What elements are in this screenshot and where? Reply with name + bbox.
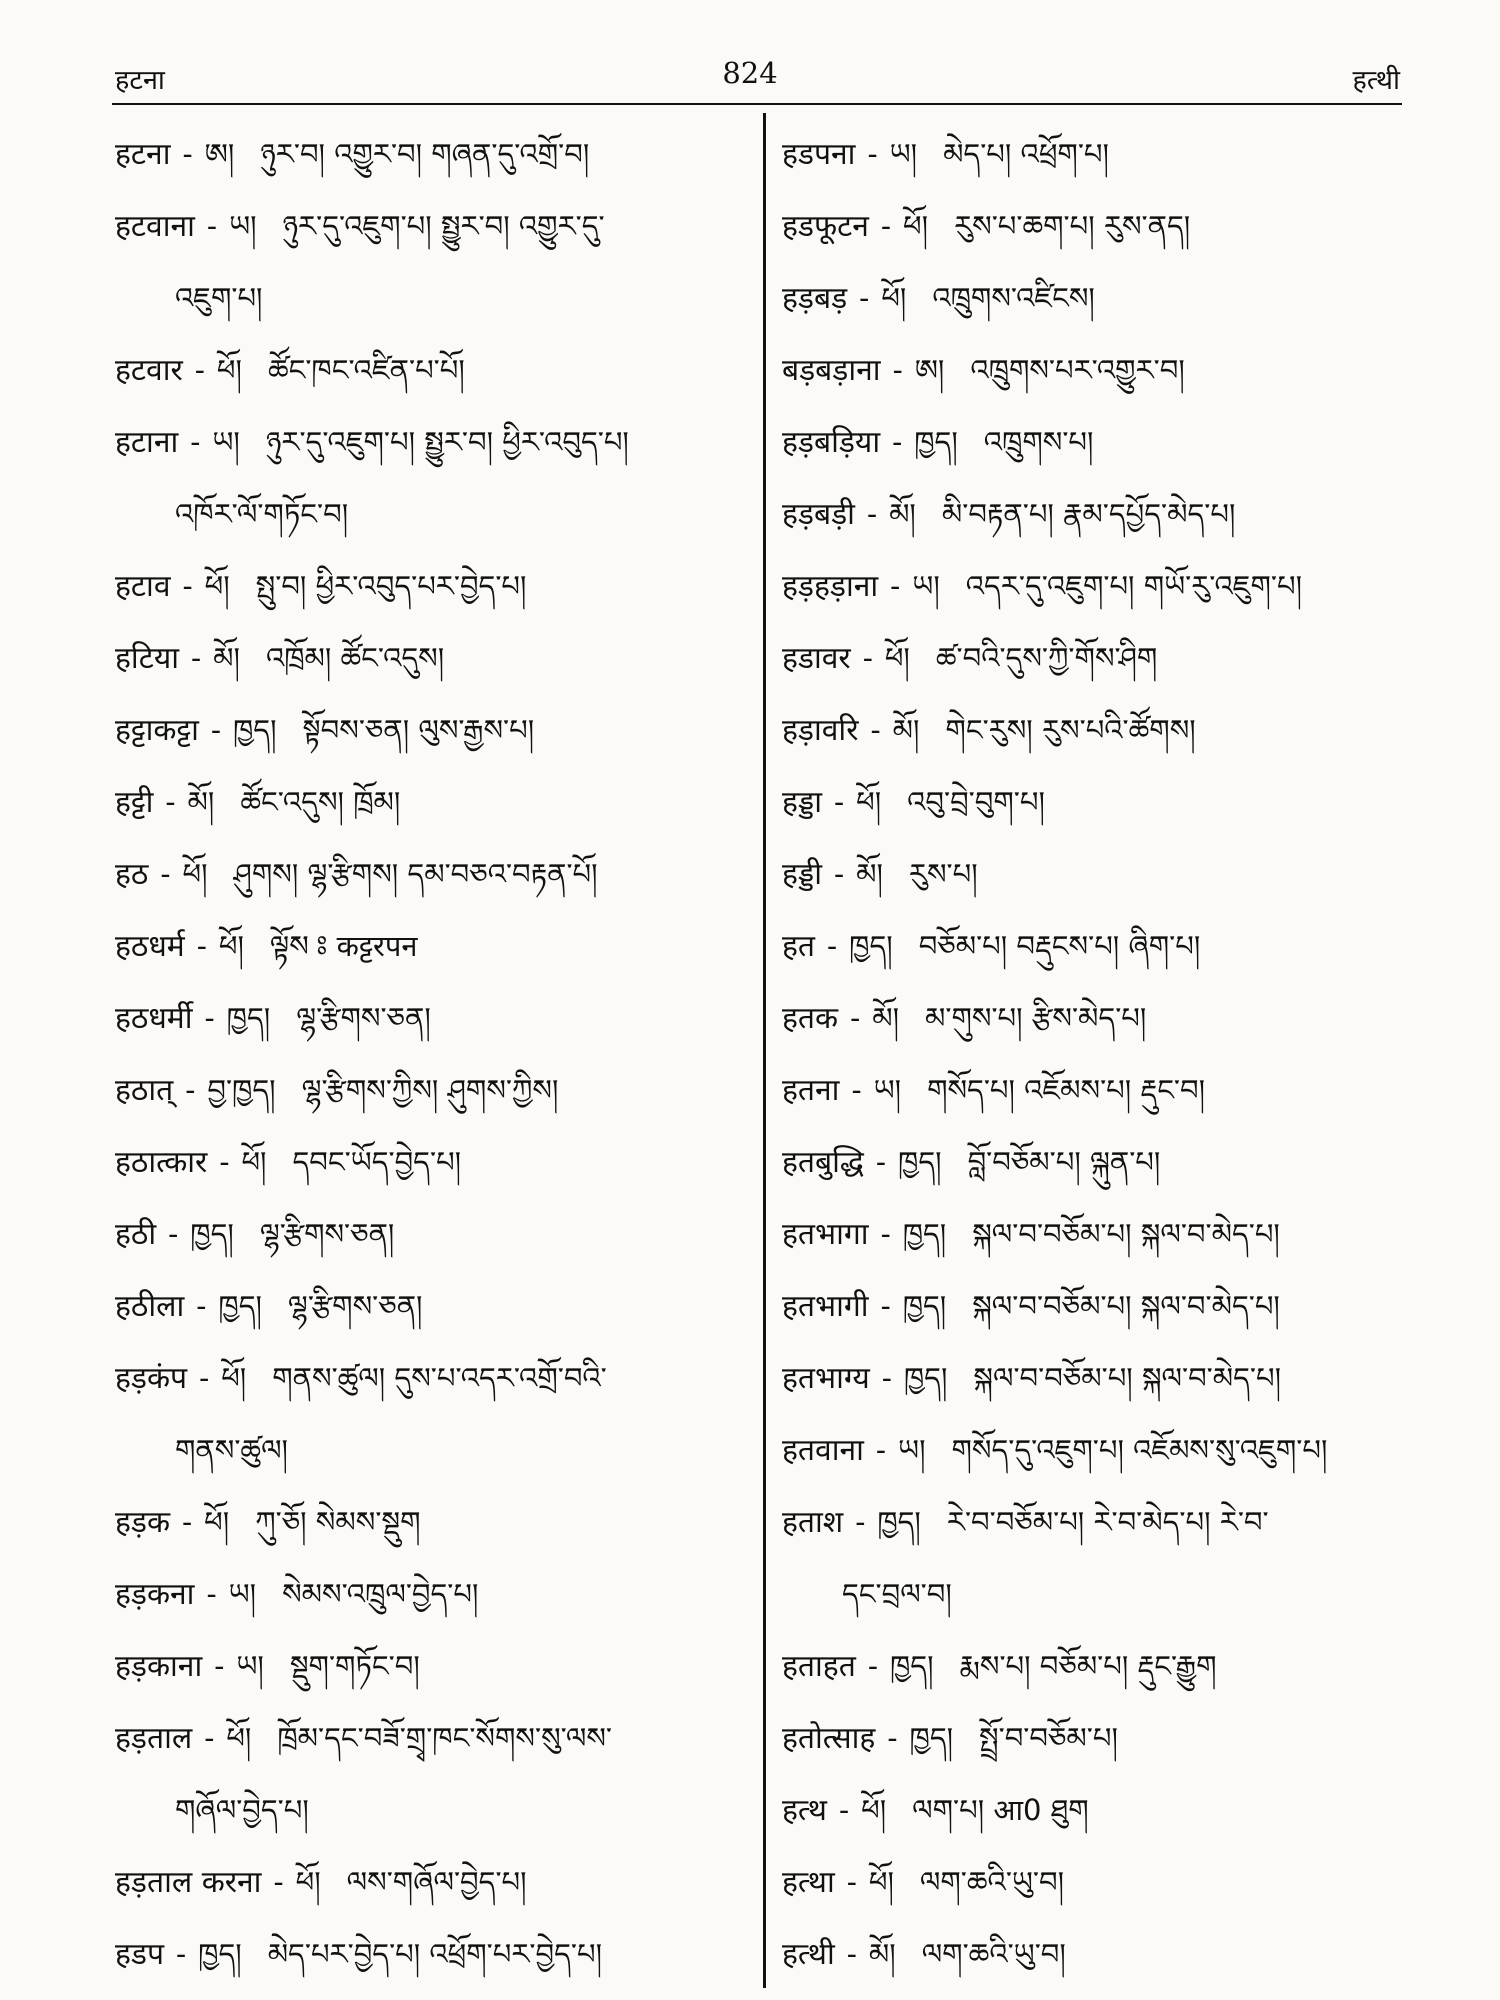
entry-gloss: འཁྲོམ། ཚོང་འདུས།: [265, 641, 445, 675]
dictionary-entry: [115, 1198, 750, 1270]
entry-headword: हताहत: [782, 1649, 856, 1684]
page-number: 824: [722, 56, 778, 90]
entry-gloss: འཁྲུགས་འཛིངས།: [932, 281, 1095, 315]
entry-dash: -: [210, 713, 221, 748]
entry-dash: -: [191, 641, 202, 676]
right-guide-word: हत्थी: [1352, 65, 1400, 96]
entry-headword: हत्था: [782, 1865, 835, 1900]
dictionary-entry: [782, 406, 1422, 478]
dictionary-entry: [782, 334, 1422, 406]
entry-dash: -: [204, 1721, 215, 1756]
entry-gloss: སེམས་འཁྲུལ་བྱེད་པ།: [282, 1577, 479, 1611]
entry-headword: हतभागा: [782, 1217, 869, 1252]
dictionary-entry: [782, 1918, 1422, 1990]
entry-part-of-speech: ཡ།: [228, 1577, 257, 1611]
entry-part-of-speech: ཕོ།: [218, 929, 244, 963]
entry-gloss: སྐལ་བ་བཅོམ་པ། སྐལ་བ་མེད་པ།: [973, 1361, 1282, 1395]
entry-headword: हडावर: [782, 641, 851, 676]
entry-dash: -: [182, 569, 193, 604]
entry-part-of-speech: མོ།: [187, 785, 215, 819]
entry-gloss: མ་གུས་པ། རྩིས་མེད་པ།: [925, 1001, 1147, 1035]
entry-gloss: ལྷ་རྩིགས་ཅན།: [296, 1001, 431, 1035]
entry-part-of-speech: ཕོ།: [216, 353, 242, 387]
dictionary-entry: [115, 334, 750, 406]
entry-part-of-speech: ཕོ།: [221, 1361, 247, 1395]
header-rule: [112, 103, 1402, 105]
entry-dash: -: [204, 1001, 215, 1036]
dictionary-entry: [115, 1846, 750, 1918]
entry-gloss: ཚ་བའི་དུས་ཀྱི་གོས་ཤིག: [935, 641, 1158, 675]
entry-part-of-speech: ཕོ།: [884, 641, 910, 675]
entry-dash: -: [190, 425, 201, 460]
dictionary-entry: [115, 1558, 750, 1630]
entry-gloss-continuation: འཁོར་ལོ་གཏོང་བ།: [175, 497, 349, 531]
entry-dash: -: [892, 353, 903, 388]
entry-headword: हतोत्साह: [782, 1721, 876, 1756]
entry-dash: -: [160, 857, 171, 892]
dictionary-entry: [782, 1630, 1422, 1702]
entry-part-of-speech: ཁྱད།: [898, 1145, 942, 1179]
entry-dash: -: [855, 1505, 866, 1540]
entry-part-of-speech: ཁྱད།: [902, 1289, 947, 1323]
dictionary-entry: [115, 910, 750, 982]
entry-dash: -: [185, 1073, 196, 1108]
entry-gloss: ལྷ་རྩིགས་ཀྱིས། ཤུགས་ཀྱིས།: [301, 1073, 559, 1107]
dictionary-entry: [115, 550, 750, 622]
entry-gloss: གནས་ཚུལ། དུས་པ་འདར་འགྲོ་བའི་: [272, 1361, 607, 1395]
entry-dash: -: [219, 1145, 230, 1180]
entry-headword: हडप: [115, 1937, 165, 1972]
entry-part-of-speech: ཡ།: [212, 425, 240, 459]
entry-part-of-speech: ཕོ།: [881, 281, 907, 315]
dictionary-entry: [782, 838, 1422, 910]
entry-headword: हठात्: [115, 1073, 174, 1108]
entry-gloss: ལས་གཞོལ་བྱེད་པ།: [346, 1865, 527, 1899]
entry-gloss-continuation: གནས་ཚུལ།: [175, 1433, 288, 1467]
entry-headword: हठीला: [115, 1289, 185, 1324]
entry-part-of-speech: ཨ།: [204, 137, 235, 171]
entry-gloss: ཀུ་ཅོ། སེམས་སྡུག: [255, 1505, 421, 1539]
entry-gloss: དབང་ཡོད་བྱེད་པ།: [292, 1145, 462, 1179]
entry-dash: -: [892, 425, 903, 460]
entry-part-of-speech: ཡ།: [229, 209, 257, 243]
entry-gloss: འབུ་བྲེ་བུག་པ།: [907, 785, 1045, 819]
dictionary-entry: [782, 1198, 1422, 1270]
entry-headword: हतभाग्य: [782, 1361, 870, 1396]
entry-headword: हत्थी: [782, 1937, 835, 1972]
entry-headword: हडपना: [782, 137, 856, 172]
entry-headword: हतबुद्धि: [782, 1145, 864, 1180]
entry-dash: -: [867, 137, 878, 172]
entry-dash: -: [168, 1217, 179, 1252]
entry-gloss: ཤུགས། ལྷ་རྩིགས། དམ་བཅའ་བརྟན་པོ།: [233, 857, 598, 891]
dictionary-entry: [782, 910, 1422, 982]
entry-part-of-speech: ཁྱད།: [877, 1505, 921, 1539]
column-divider: [763, 113, 766, 1988]
entry-part-of-speech: ཡ།: [898, 1433, 926, 1467]
entry-dash: -: [870, 713, 881, 748]
dictionary-entry: [115, 1702, 750, 1774]
entry-gloss: རུས་པ་ཆག་པ། རུས་ནད།: [954, 209, 1191, 243]
entry-gloss: བློ་བཅོམ་པ། ལྐུན་པ།: [967, 1145, 1161, 1179]
entry-gloss: འཁྲུགས་པ།: [983, 425, 1094, 459]
entry-dash: -: [846, 1865, 857, 1900]
entry-part-of-speech: ཡ།: [873, 1073, 902, 1107]
entry-dash: -: [182, 137, 193, 172]
dictionary-entry: [782, 1774, 1422, 1846]
entry-headword: हटिया: [115, 641, 179, 676]
entry-gloss: སྤུ་བ། ཕྱིར་འབུད་པར་བྱེད་པ།: [255, 569, 527, 603]
entry-part-of-speech: ཁྱད།: [902, 1217, 947, 1251]
entry-part-of-speech: མོ།: [856, 857, 883, 891]
entry-headword: हताश: [782, 1505, 844, 1540]
dictionary-entry: [115, 1342, 750, 1414]
dictionary-entry: [782, 766, 1422, 838]
entry-gloss: མི་བརྟན་པ། རྣམ་དཔྱོད་མེད་པ།: [941, 497, 1236, 531]
entry-headword: हत्थ: [782, 1793, 827, 1828]
dictionary-entry: [782, 478, 1422, 550]
entry-dash: -: [196, 1289, 207, 1324]
entry-part-of-speech: མོ།: [868, 1937, 896, 1971]
entry-gloss: སྟོབས་ཅན། ལུས་རྒྱས་པ།: [302, 713, 535, 747]
entry-headword: हटना: [115, 137, 171, 172]
entry-headword: हडफूटन: [782, 209, 869, 244]
entry-gloss: ལག་ཆའི་ཡུ་བ།: [921, 1937, 1066, 1971]
entry-headword: हतभागी: [782, 1289, 869, 1324]
entry-headword: हठधर्मी: [115, 1001, 193, 1036]
entry-dash: -: [880, 209, 892, 244]
entry-part-of-speech: ཕོ།: [182, 857, 208, 891]
entry-headword: हटवाना: [115, 209, 195, 244]
entry-gloss-continuation: གཞོལ་བྱེད་པ།: [175, 1793, 309, 1827]
entry-headword: हड़कंप: [115, 1361, 188, 1396]
dictionary-entry: [782, 1270, 1422, 1342]
dictionary-entry: [782, 982, 1422, 1054]
entry-headword: हड़कना: [115, 1577, 195, 1612]
dictionary-entry: [115, 1126, 750, 1198]
entry-dash: -: [838, 1793, 850, 1828]
entry-gloss: མེད་པར་བྱེད་པ། འཕྲོག་པར་བྱེད་པ།: [267, 1937, 603, 1971]
dictionary-entry: [115, 694, 750, 766]
entry-dash: -: [833, 857, 845, 892]
entry-part-of-speech: ཁྱད།: [849, 929, 893, 963]
entry-part-of-speech: ཡ།: [236, 1649, 264, 1683]
entry-gloss: ལག་ཆའི་ཡུ་བ།: [919, 1865, 1065, 1899]
entry-dash: -: [206, 209, 218, 244]
dictionary-entry: [115, 766, 750, 838]
entry-headword: हठधर्म: [115, 929, 185, 964]
entry-gloss: འཁྲུགས་པར་འགྱུར་བ།: [970, 353, 1185, 387]
entry-part-of-speech: མོ།: [213, 641, 240, 675]
entry-part-of-speech: ཕོ།: [868, 1865, 894, 1899]
entry-headword: हटाना: [115, 425, 179, 460]
entry-part-of-speech: ཕོ།: [903, 209, 929, 243]
entry-dash: -: [851, 1073, 862, 1108]
entry-dash: -: [176, 1937, 187, 1972]
entry-dash: -: [833, 785, 845, 820]
entry-headword: हड़क: [115, 1505, 171, 1540]
entry-part-of-speech: ཕོ།: [204, 1505, 230, 1539]
dictionary-entry: [782, 1702, 1422, 1774]
entry-gloss: ཁྲོམ་དང་བཟོ་གྲྭ་ཁང་སོགས་སུ་ལས་: [277, 1721, 613, 1755]
entry-gloss: སྡུག་གཏོང་བ།: [289, 1649, 420, 1683]
entry-part-of-speech: མོ།: [872, 1001, 900, 1035]
entry-gloss: ལག་པ། आ0 ཐུག: [912, 1793, 1089, 1827]
entry-part-of-speech: ཁྱད།: [190, 1217, 234, 1251]
dictionary-entry: [782, 1054, 1422, 1126]
entry-part-of-speech: ཕོ།: [856, 785, 882, 819]
entry-headword: हठात्कार: [115, 1145, 208, 1180]
entry-part-of-speech: ཡ།: [912, 569, 940, 603]
entry-part-of-speech: ཡ།: [889, 137, 918, 171]
entry-headword: हटवार: [115, 353, 183, 388]
dictionary-entry: [782, 1126, 1422, 1198]
dictionary-entry: [115, 1486, 750, 1558]
entry-dash: -: [165, 785, 176, 820]
entry-dash: -: [859, 281, 870, 316]
entry-dash: -: [875, 1145, 887, 1180]
entry-gloss: ཉུར་བ། འགྱུར་བ། གཞན་དུ་འགྲོ་བ།: [260, 137, 590, 171]
entry-headword: हड़बड़ी: [782, 497, 855, 532]
entry-part-of-speech: ཁྱད།: [889, 1649, 934, 1683]
entry-gloss: མེད་པ། འཕྲོག་པ།: [943, 137, 1109, 171]
entry-part-of-speech: ཁྱད།: [909, 1721, 954, 1755]
entry-dash: -: [887, 1721, 898, 1756]
left-column: [115, 118, 750, 1990]
entry-dash: -: [862, 641, 873, 676]
entry-part-of-speech: མོ།: [892, 713, 920, 747]
entry-gloss: ལྟོས ཿ कट्टरपन: [269, 929, 418, 963]
entry-gloss: སྤྲོ་བ་བཅོམ་པ།: [979, 1721, 1118, 1755]
entry-gloss: སྐལ་བ་བཅོམ་པ། སྐལ་བ་མེད་པ།: [972, 1289, 1280, 1323]
entry-gloss: ཚོང་ཁང་འཛིན་པ་པོ།: [267, 353, 465, 387]
entry-part-of-speech: ཁྱད།: [218, 1289, 262, 1323]
entry-part-of-speech: ཕོ།: [295, 1865, 321, 1899]
entry-gloss: གསོད་པ། འཇོམས་པ། རྡུང་བ།: [927, 1073, 1206, 1107]
entry-part-of-speech: ཨ།: [914, 353, 945, 387]
entry-part-of-speech: ཁྱད།: [198, 1937, 242, 1971]
dictionary-entry: [782, 1414, 1422, 1486]
entry-headword: हठ: [115, 857, 149, 892]
entry-gloss: གེང་རུས། རུས་པའི་ཚོགས།: [945, 713, 1196, 747]
entry-part-of-speech: ཕོ།: [226, 1721, 252, 1755]
entry-dash: -: [880, 1289, 891, 1324]
entry-headword: हड्डी: [782, 857, 822, 892]
dictionary-entry: [782, 118, 1422, 190]
entry-headword: हटाव: [115, 569, 171, 604]
entry-headword: हतक: [782, 1001, 839, 1036]
dictionary-entry: [115, 622, 750, 694]
dictionary-entry: [782, 190, 1422, 262]
entry-gloss: ཉུར་དུ་འཇུག་པ། སྤྱུར་བ། ཕྱིར་འབུད་པ།: [265, 425, 629, 459]
entry-dash: -: [182, 1505, 193, 1540]
dictionary-entry: [782, 694, 1422, 766]
entry-headword: हड़ावरि: [782, 713, 859, 748]
dictionary-entry: [115, 838, 750, 910]
dictionary-entry: [115, 1270, 750, 1342]
entry-gloss-continuation: འཇུག་པ།: [175, 281, 263, 315]
entry-gloss: ལྷ་རྩིགས་ཅན།: [259, 1217, 395, 1251]
entry-headword: हड़बड़िया: [782, 425, 881, 460]
entry-part-of-speech: ཁྱད།: [903, 1361, 948, 1395]
entry-gloss: རེ་བ་བཅོམ་པ། རེ་བ་མེད་པ། རེ་བ་: [946, 1505, 1269, 1539]
entry-gloss-continuation: དང་བྲལ་བ།: [842, 1577, 952, 1611]
entry-headword: हड्डा: [782, 785, 822, 820]
entry-dash: -: [827, 929, 838, 964]
entry-headword: हतवाना: [782, 1433, 864, 1468]
entry-dash: -: [846, 1937, 857, 1972]
entry-part-of-speech: ཁྱད།: [226, 1001, 271, 1035]
entry-dash: -: [890, 569, 901, 604]
entry-part-of-speech: ཁྱད།: [233, 713, 277, 747]
entry-part-of-speech: ཕོ།: [241, 1145, 267, 1179]
entry-headword: हट्टाकट्टा: [115, 713, 199, 748]
dictionary-entry: [782, 622, 1422, 694]
entry-part-of-speech: ཕོ།: [861, 1793, 887, 1827]
entry-gloss: རུས་པ།: [908, 857, 978, 891]
entry-dash: -: [214, 1649, 225, 1684]
entry-gloss: སྐལ་བ་བཅོམ་པ། སྐལ་བ་མེད་པ།: [972, 1217, 1280, 1251]
entry-part-of-speech: མོ།: [889, 497, 916, 531]
dictionary-entry: [782, 1846, 1422, 1918]
entry-dash: -: [199, 1361, 210, 1396]
entry-headword: हड़ताल करना: [115, 1865, 262, 1900]
dictionary-entry: [782, 1486, 1422, 1558]
dictionary-entry: [115, 406, 750, 478]
dictionary-entry: [115, 1630, 750, 1702]
entry-headword: हत: [782, 929, 816, 964]
entry-dash: -: [850, 1001, 861, 1036]
entry-gloss: རྨས་པ། བཅོམ་པ། རྡུང་རྒྱུག: [959, 1649, 1217, 1683]
left-guide-word: हटना: [115, 65, 165, 96]
entry-dash: -: [866, 497, 878, 532]
entry-dash: -: [867, 1649, 878, 1684]
entry-dash: -: [875, 1433, 887, 1468]
entry-gloss: འདར་དུ་འཇུག་པ། གཡོ་རུ་འཇུག་པ།: [965, 569, 1303, 603]
dictionary-entry: [115, 1054, 750, 1126]
entry-headword: हड़ताल: [115, 1721, 193, 1756]
dictionary-entry: [115, 118, 750, 190]
entry-headword: हड़काना: [115, 1649, 203, 1684]
entry-part-of-speech: ཁྱད།: [914, 425, 958, 459]
entry-part-of-speech: བྱ་ཁྱད།: [207, 1073, 276, 1107]
entry-dash: -: [880, 1217, 891, 1252]
dictionary-entry: [115, 982, 750, 1054]
entry-gloss: ཚོང་འདུས། ཁྲོམ།: [240, 785, 401, 819]
entry-part-of-speech: ཕོ།: [204, 569, 230, 603]
entry-gloss: བཅོམ་པ། བརྡུངས་པ། ཞིག་པ།: [918, 929, 1201, 963]
entry-headword: हड़हड़ाना: [782, 569, 879, 604]
entry-headword: हतना: [782, 1073, 840, 1108]
dictionary-entry: [115, 1918, 750, 1990]
entry-gloss: གསོད་དུ་འཇུག་པ། འཇོམས་སུ་འཇུག་པ།: [951, 1433, 1328, 1467]
dictionary-entry: [115, 190, 750, 262]
entry-dash: -: [194, 353, 205, 388]
entry-headword: हठी: [115, 1217, 157, 1252]
entry-dash: -: [206, 1577, 217, 1612]
entry-dash: -: [881, 1361, 892, 1396]
entry-gloss: ལྷ་རྩིགས་ཅན།: [287, 1289, 423, 1323]
right-column: [782, 118, 1422, 1990]
dictionary-entry: [782, 262, 1422, 334]
entry-dash: -: [196, 929, 207, 964]
entry-gloss: ཉུར་དུ་འཇུག་པ། སྤྱུར་བ། འགྱུར་དུ་: [282, 209, 605, 243]
entry-headword: हट्टी: [115, 785, 154, 820]
dictionary-entry: [782, 1342, 1422, 1414]
entry-headword: हड़बड़: [782, 281, 848, 316]
entry-dash: -: [273, 1865, 284, 1900]
dictionary-entry: [782, 550, 1422, 622]
entry-headword: बड़बड़ाना: [782, 353, 881, 388]
